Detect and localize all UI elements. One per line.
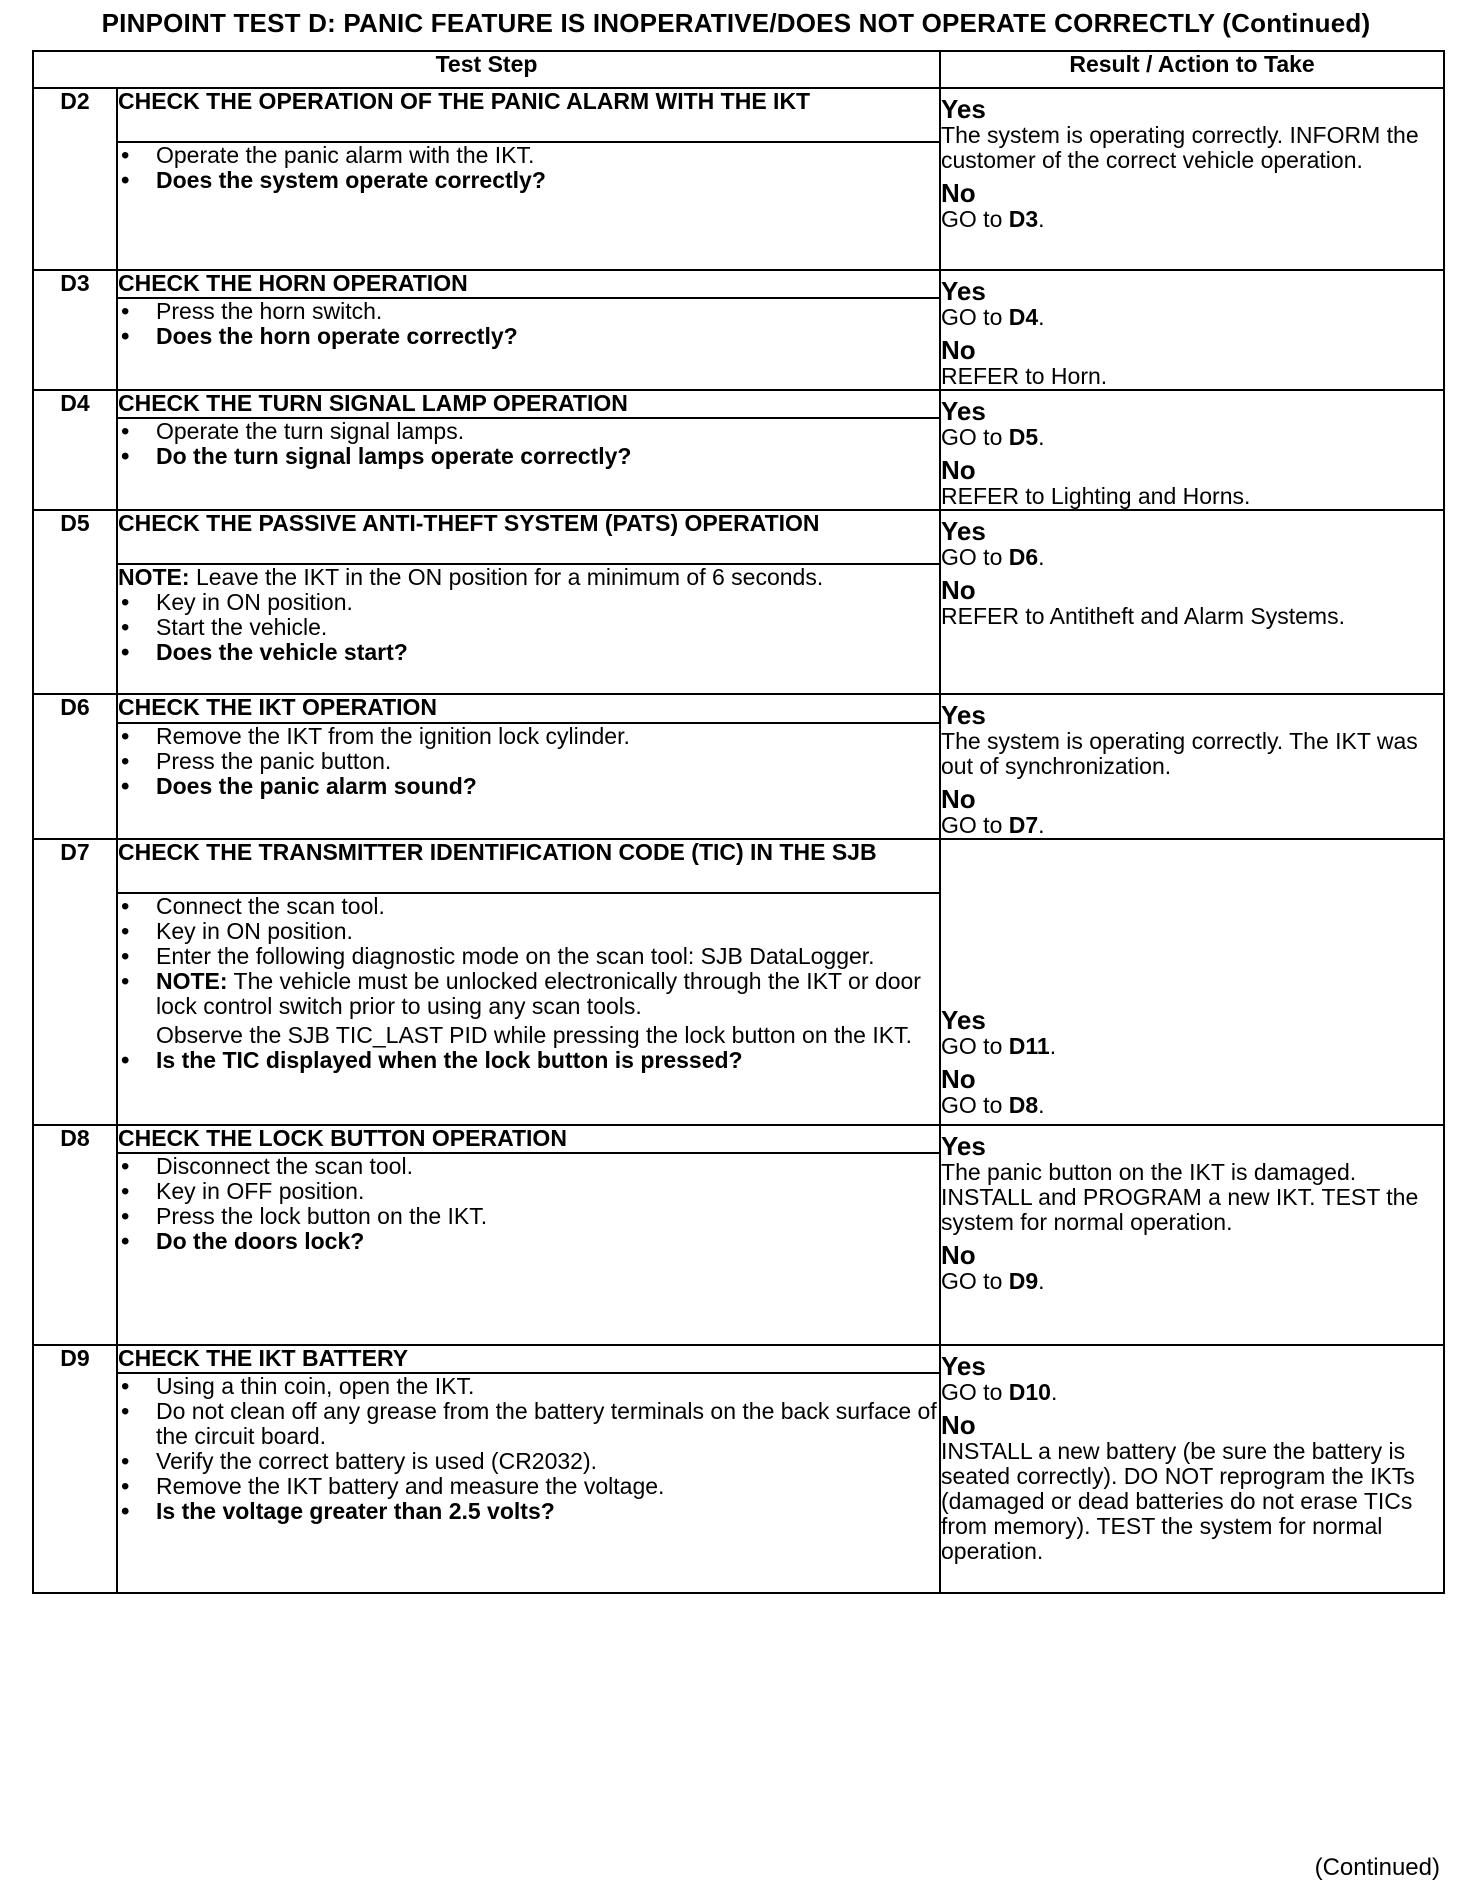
step-row-d4 xyxy=(33,390,1444,418)
yes-label: Yes xyxy=(941,276,986,306)
action-text: GO to xyxy=(941,206,1009,232)
step-title: CHECK THE PASSIVE ANTI-THEFT SYSTEM (PATS) OPERATION xyxy=(117,510,940,564)
instruction-list xyxy=(118,894,939,1073)
step-id: D9 xyxy=(33,1345,117,1593)
step-reference: D3 xyxy=(1008,206,1039,232)
no-action: REFER to Antitheft and Alarm Systems. xyxy=(941,603,1345,629)
action-text: GO to xyxy=(941,1379,1009,1405)
step-row-d2 xyxy=(33,88,1444,142)
question-item: • Does the horn operate correctly? xyxy=(118,324,939,349)
no-label: No xyxy=(941,1064,976,1094)
step-body xyxy=(117,418,940,510)
step-row-d7 xyxy=(33,839,1444,893)
instruction-item: • Press the panic button. xyxy=(118,749,939,774)
yes-label: Yes xyxy=(941,1005,986,1035)
question-item: • Does the panic alarm sound? xyxy=(118,774,939,799)
action-text: . xyxy=(1038,1268,1045,1294)
yes-action: The panic button on the IKT is damaged. INSTALL and PROGRAM a new IKT. TEST the system for normal operation. xyxy=(941,1159,1419,1235)
action-text: . xyxy=(1038,304,1045,330)
action-text: . xyxy=(1038,424,1045,450)
instruction-item: • Remove the IKT from the ignition lock cylinder. xyxy=(118,724,939,749)
note-text: Leave the IKT in the ON position for a minimum of 6 seconds. xyxy=(189,564,824,590)
yes-action xyxy=(941,545,1443,570)
instruction-list xyxy=(118,590,939,665)
question-item: • Do the doors lock? xyxy=(118,1229,939,1254)
instruction-list xyxy=(118,299,939,349)
test-step-column-header: Test Step xyxy=(33,51,940,88)
action-text: GO to xyxy=(941,1092,1009,1118)
step-row-d3 xyxy=(33,270,1444,298)
step-id: D6 xyxy=(33,694,117,839)
step-body xyxy=(117,564,940,694)
step-title: CHECK THE LOCK BUTTON OPERATION xyxy=(117,1125,940,1153)
result-cell-d5 xyxy=(940,510,1444,694)
note-item xyxy=(118,969,939,1048)
step-reference: D10 xyxy=(1008,1379,1051,1405)
yes-label: Yes xyxy=(941,396,986,426)
yes-action xyxy=(941,305,1443,330)
question-item: • Does the vehicle start? xyxy=(118,640,939,665)
result-cell-d3 xyxy=(940,270,1444,390)
action-text: GO to xyxy=(941,1033,1009,1059)
yes-label: Yes xyxy=(941,516,986,546)
step-row-d6 xyxy=(33,694,1444,723)
action-text: GO to xyxy=(941,1268,1009,1294)
step-id: D5 xyxy=(33,510,117,694)
step-body xyxy=(117,142,940,270)
step-reference: D5 xyxy=(1008,424,1039,450)
instruction-item: • Verify the correct battery is used (CR2032). xyxy=(118,1449,939,1474)
result-cell-d4 xyxy=(940,390,1444,510)
step-title: CHECK THE OPERATION OF THE PANIC ALARM WITH THE IKT xyxy=(117,88,940,142)
question-item: • Is the voltage greater than 2.5 volts? xyxy=(118,1499,939,1524)
note-label: NOTE: xyxy=(156,968,228,994)
no-action: REFER to Horn. xyxy=(941,363,1108,389)
step-id: D2 xyxy=(33,88,117,270)
step-title: CHECK THE IKT OPERATION xyxy=(117,694,940,723)
step-body xyxy=(117,893,940,1125)
step-row-d8 xyxy=(33,1125,1444,1153)
no-action xyxy=(941,1269,1443,1294)
no-label: No xyxy=(941,178,976,208)
question-item: • Is the TIC displayed when the lock button is pressed? xyxy=(118,1048,939,1073)
instruction-item: • Operate the panic alarm with the IKT. xyxy=(118,143,939,168)
no-label: No xyxy=(941,1240,976,1270)
note-text: The vehicle must be unlocked electronically through the IKT or door lock control switch prior to using any scan tools. xyxy=(156,968,921,1019)
step-reference: D9 xyxy=(1008,1268,1039,1294)
step-id: D3 xyxy=(33,270,117,390)
no-action xyxy=(941,1093,1443,1118)
no-action xyxy=(941,813,1443,838)
action-text: . xyxy=(1050,1379,1058,1405)
instruction-item: • Key in ON position. xyxy=(118,590,939,615)
instruction-item: • Using a thin coin, open the IKT. xyxy=(118,1374,939,1399)
no-label: No xyxy=(941,455,976,485)
action-text: . xyxy=(1038,206,1045,232)
instruction-list xyxy=(118,419,939,469)
action-text: GO to xyxy=(941,812,1009,838)
instruction-item: • Enter the following diagnostic mode on the scan tool: SJB DataLogger. xyxy=(118,944,939,969)
no-label: No xyxy=(941,335,976,365)
instruction-item: • Connect the scan tool. xyxy=(118,894,939,919)
result-column-header: Result / Action to Take xyxy=(940,51,1444,88)
note-label: NOTE: xyxy=(118,564,190,590)
yes-label: Yes xyxy=(941,1131,986,1161)
step-row-d5 xyxy=(33,510,1444,564)
action-text: . xyxy=(1038,1092,1045,1118)
yes-action: The system is operating correctly. The IKT was out of synchronization. xyxy=(941,728,1418,779)
action-text: . xyxy=(1038,812,1045,838)
result-cell-d7 xyxy=(940,839,1444,1125)
instruction-item: • Start the vehicle. xyxy=(118,615,939,640)
action-text: GO to xyxy=(941,304,1009,330)
result-cell-d9 xyxy=(940,1345,1444,1593)
step-reference: D8 xyxy=(1008,1092,1039,1118)
no-action xyxy=(941,207,1443,232)
instruction-item: • Key in OFF position. xyxy=(118,1179,939,1204)
note xyxy=(118,565,939,590)
pinpoint-test-table xyxy=(32,50,1445,1594)
step-id: D8 xyxy=(33,1125,117,1345)
step-reference: D11 xyxy=(1008,1033,1050,1059)
yes-action: The system is operating correctly. INFORM the customer of the correct vehicle operation. xyxy=(941,122,1419,173)
no-label: No xyxy=(941,784,976,814)
step-title: CHECK THE HORN OPERATION xyxy=(117,270,940,298)
page-title: PINPOINT TEST D: PANIC FEATURE IS INOPERATIVE/DOES NOT OPERATE CORRECTLY (Continued) xyxy=(101,8,1371,38)
step-title: CHECK THE IKT BATTERY xyxy=(117,1345,940,1373)
step-row-d9 xyxy=(33,1345,1444,1373)
result-cell-d8 xyxy=(940,1125,1444,1345)
step-title: CHECK THE TURN SIGNAL LAMP OPERATION xyxy=(117,390,940,418)
yes-action xyxy=(941,425,1443,450)
yes-label: Yes xyxy=(941,1351,986,1381)
instruction-item: • Press the lock button on the IKT. xyxy=(118,1204,939,1229)
instruction-list xyxy=(118,143,939,193)
yes-action xyxy=(941,1380,1443,1405)
action-text: GO to xyxy=(941,424,1009,450)
no-action: REFER to Lighting and Horns. xyxy=(941,483,1251,509)
instruction-item: • Key in ON position. xyxy=(118,919,939,944)
no-action: INSTALL a new battery (be sure the battery is seated correctly). DO NOT reprogram the IKTs (damaged or dead batteries do not erase TICs from memory). TEST the system for normal operation. xyxy=(941,1438,1415,1564)
table-header-row xyxy=(33,51,1444,88)
action-text: GO to xyxy=(941,544,1009,570)
action-text: . xyxy=(1038,544,1045,570)
yes-label: Yes xyxy=(941,700,986,730)
yes-label: Yes xyxy=(941,94,986,124)
instruction-item: • Do not clean off any grease from the battery terminals on the back surface of the circuit board. xyxy=(118,1399,939,1449)
question-item: • Do the turn signal lamps operate correctly? xyxy=(118,444,939,469)
instruction-item: • Operate the turn signal lamps. xyxy=(118,419,939,444)
instruction-list xyxy=(118,724,939,799)
step-reference: D4 xyxy=(1008,304,1039,330)
no-label: No xyxy=(941,575,976,605)
instruction-list xyxy=(118,1374,939,1524)
step-title: CHECK THE TRANSMITTER IDENTIFICATION CODE (TIC) IN THE SJB xyxy=(117,839,940,893)
step-id: D7 xyxy=(33,839,117,1125)
no-label: No xyxy=(941,1410,976,1440)
instruction-item: • Press the horn switch. xyxy=(118,299,939,324)
step-reference: D7 xyxy=(1008,812,1039,838)
action-text: . xyxy=(1049,1033,1057,1059)
continued-footer: (Continued) xyxy=(1314,1854,1440,1881)
step-body xyxy=(117,1373,940,1593)
instruction-list xyxy=(118,1154,939,1254)
result-cell-d2 xyxy=(940,88,1444,270)
step-id: D4 xyxy=(33,390,117,510)
instruction-item: • Remove the IKT battery and measure the voltage. xyxy=(118,1474,939,1499)
step-body xyxy=(117,723,940,839)
step-body xyxy=(117,298,940,390)
result-cell-d6 xyxy=(940,694,1444,839)
yes-action xyxy=(941,1034,1443,1059)
step-reference: D6 xyxy=(1008,544,1039,570)
observe-text: Observe the SJB TIC_LAST PID while pressing the lock button on the IKT. xyxy=(156,1022,912,1048)
question-item: • Does the system operate correctly? xyxy=(118,168,939,193)
instruction-item: • Disconnect the scan tool. xyxy=(118,1154,939,1179)
step-body xyxy=(117,1153,940,1345)
